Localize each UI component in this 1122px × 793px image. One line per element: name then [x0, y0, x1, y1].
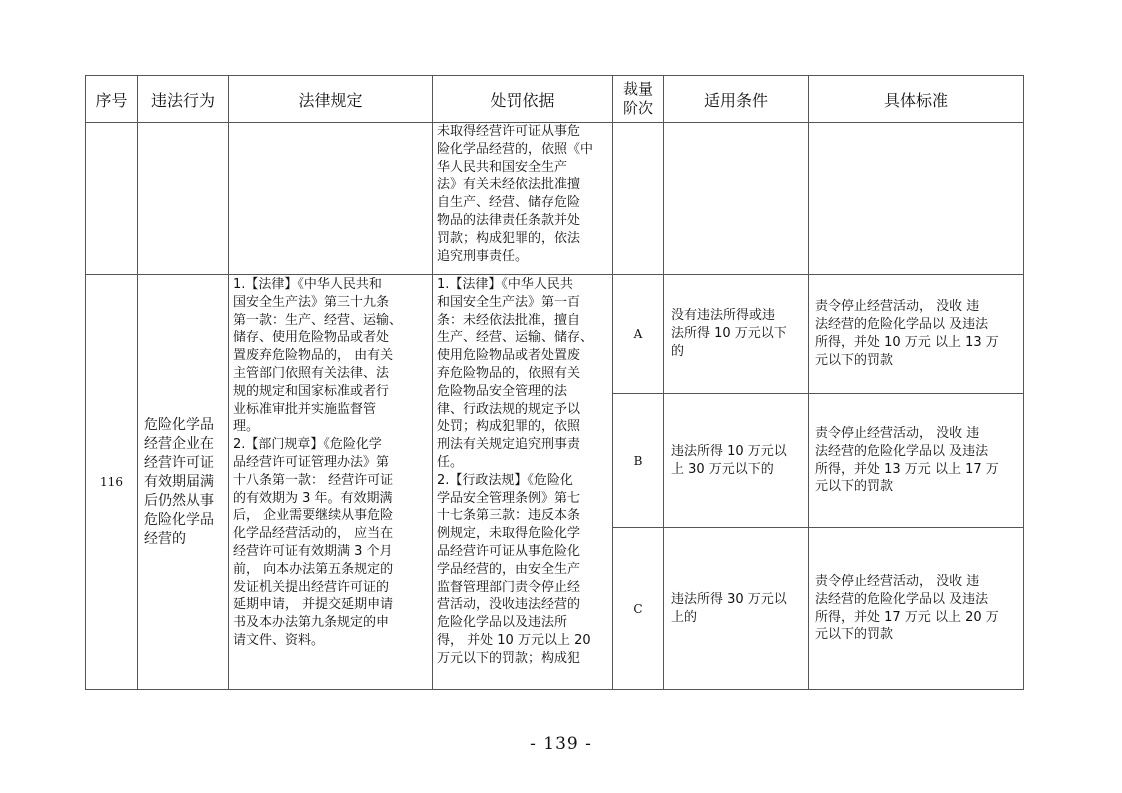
cont-standard-cell: [809, 123, 1024, 275]
header-behavior: 违法行为: [138, 76, 229, 123]
cont-law-cell: [229, 123, 433, 275]
header-row: [86, 76, 1024, 123]
cont-condition-cell: [664, 123, 809, 275]
header-condition: 适用条件: [664, 76, 809, 123]
header-basis: 处罚依据: [433, 76, 613, 123]
condition-c: 违法所得 30 万元以 上的: [664, 528, 809, 690]
continuation-row: [86, 123, 1024, 275]
condition-a: 没有违法所得或违 法所得 10 万元以下 的: [664, 275, 809, 394]
header-standard: 具体标准: [809, 76, 1024, 123]
standard-c: 责令停止经营活动， 没收 违 法经营的危险化学品以 及违法 所得，并处 17 万元 以上 20 万 元以下的罚款: [809, 528, 1024, 690]
level-a: A: [613, 275, 664, 394]
cont-basis-cell: 未取得经营许可证从事危 险化学品经营的，依照《中 华人民共和国安全生产 法》有关未经依法批准擅 自生产、经营、储存危险 物品的法律责任条款并处 罚款；构成犯罪的，依法 追究刑事责任。: [433, 123, 613, 275]
header-law: 法律规定: [229, 76, 433, 123]
cont-behavior-cell: [138, 123, 229, 275]
item-basis: 1.【法律】《中华人民共 和国安全生产法》第一百 条：未经依法批准，擅自 生产、经营、运输、储存、 使用危险物品或者处置废 弃危险物品的，依照有关 危险物品安全管理的法 律、行政法规的规定予以 处罚；构成犯罪的，依照 刑法有关规定追究刑事责 任。 2.【行政法规】《危险化 学品安全管理条例》第七 十七条第三款：违反本条 例规定，未取得危险化学 品经营许可证从事危险化 学品经营的，由安全生产 监督管理部门责令停止经 营活动，没收违法经营的 危险化学品以及违法所 得， 并处 10 万元以上 20 万元以下的罚款；构成犯: [433, 275, 613, 690]
header-level: 裁量 阶次: [613, 76, 664, 123]
standard-b: 责令停止经营活动， 没收 违 法经营的危险化学品以 及违法 所得，并处 13 万元 以上 17 万 元以下的罚款: [809, 394, 1024, 528]
item-law: 1.【法律】《中华人民共和 国安全生产法》第三十九条 第一款：生产、经营、运输、 储存、使用危险物品或者处 置废弃危险物品的， 由有关 主管部门依照有关法律、法 规的规定和国家标准或者行 业标准审批并实施监督管 理。 2.【部门规章】《危险化学 品经营许可证管理办法》第 十八条第一款： 经营许可证 的有效期为 3 年。有效期满 后， 企业需要继续从事危险 化学品经营活动的， 应当在 经营许可证有效期满 3 个月 前， 向本办法第五条规定的 发证机关提出经营许可证的 延期申请， 并提交延期申请 书及本办法第九条规定的申 请文件、资料。: [229, 275, 433, 690]
level-c: C: [613, 528, 664, 690]
header-seq: 序号: [86, 76, 138, 123]
item-behavior: 危险化学品 经营企业在 经营许可证 有效期届满 后仍然从事 危险化学品 经营的: [138, 275, 229, 690]
item-row-a: [86, 275, 1024, 394]
page-number: - 139 -: [530, 734, 592, 754]
condition-b: 违法所得 10 万元以 上 30 万元以下的: [664, 394, 809, 528]
cont-seq-cell: [86, 123, 138, 275]
cont-level-cell: [613, 123, 664, 275]
penalty-table: [85, 75, 1024, 690]
standard-a: 责令停止经营活动， 没收 违 法经营的危险化学品以 及违法 所得，并处 10 万元 以上 13 万 元以下的罚款: [809, 275, 1024, 394]
level-b: B: [613, 394, 664, 528]
item-number: 116: [86, 275, 138, 690]
